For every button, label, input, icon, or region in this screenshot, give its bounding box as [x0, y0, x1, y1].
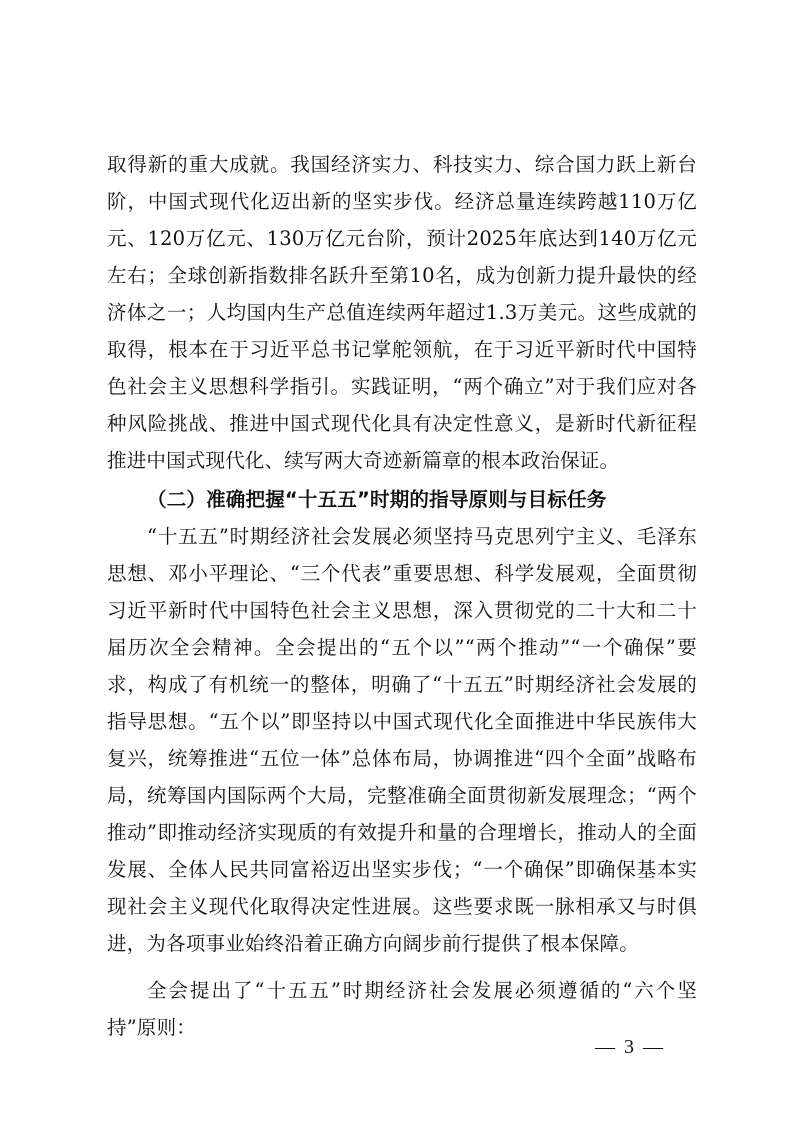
paragraph-guiding-thought: “十五五”时期经济社会发展必须坚持马克思列宁主义、毛泽东思想、邓小平理论、“三个代表”重要思想、科学发展观，全面贯彻习近平新时代中国特色社会主义思想，深入贯彻党的二十大和二十届历次全会精神。全会提出的“五个以”“两个推动”“一个确保”要求，构成了有机统一的整体，明确了“十五五”时期经济社会发展的指导思想。“五个以”即坚持以中国式现代化全面推进中华民族伟大复兴，统筹推进“五位一体”总体布局，协调推进“四个全面”战略布局，统筹国内国际两个大局，完整准确全面贯彻新发展理念；“两个推动”即推动经济实现质的有效提升和量的合理增长，推动人的全面发展、全体人民共同富裕迈出坚实步伐；“一个确保”即确保基本实现社会主义现代化取得决定性进展。这些要求既一脉相承又与时俱进，为各项事业始终沿着正确方向阔步前行提供了根本保障。 [107, 525, 697, 955]
paragraph-achievements: 取得新的重大成就。我国经济实力、科技实力、综合国力跃上新台阶，中国式现代化迈出新的坚实步伐。经济总量连续跨越110万亿元、120万亿元、130万亿元台阶，预计2025年底达到140万亿元左右；全球创新指数排名跃升至第10名，成为创新力提升最快的经济体之一；人均国内生产总值连续两年超过1.3万美元。这些成就的取得，根本在于习近平总书记掌舵领航，在于习近平新时代中国特色社会主义思想科学指引。实践证明，“两个确立”对于我们应对各种风险挑战、推进中国式现代化具有决定性意义，是新时代新征程推进中国式现代化、续写两大奇迹新篇章的根本政治保证。 [107, 153, 697, 472]
page-number: — 3 — [595, 1036, 665, 1058]
paragraph-six-principles: 全会提出了“十五五”时期经济社会发展必须遵循的“六个坚持”原则： [107, 979, 697, 1039]
section-heading-guiding-principles: （二）准确把握“十五五”时期的指导原则与目标任务 [147, 488, 607, 511]
document-body [107, 146, 697, 1046]
